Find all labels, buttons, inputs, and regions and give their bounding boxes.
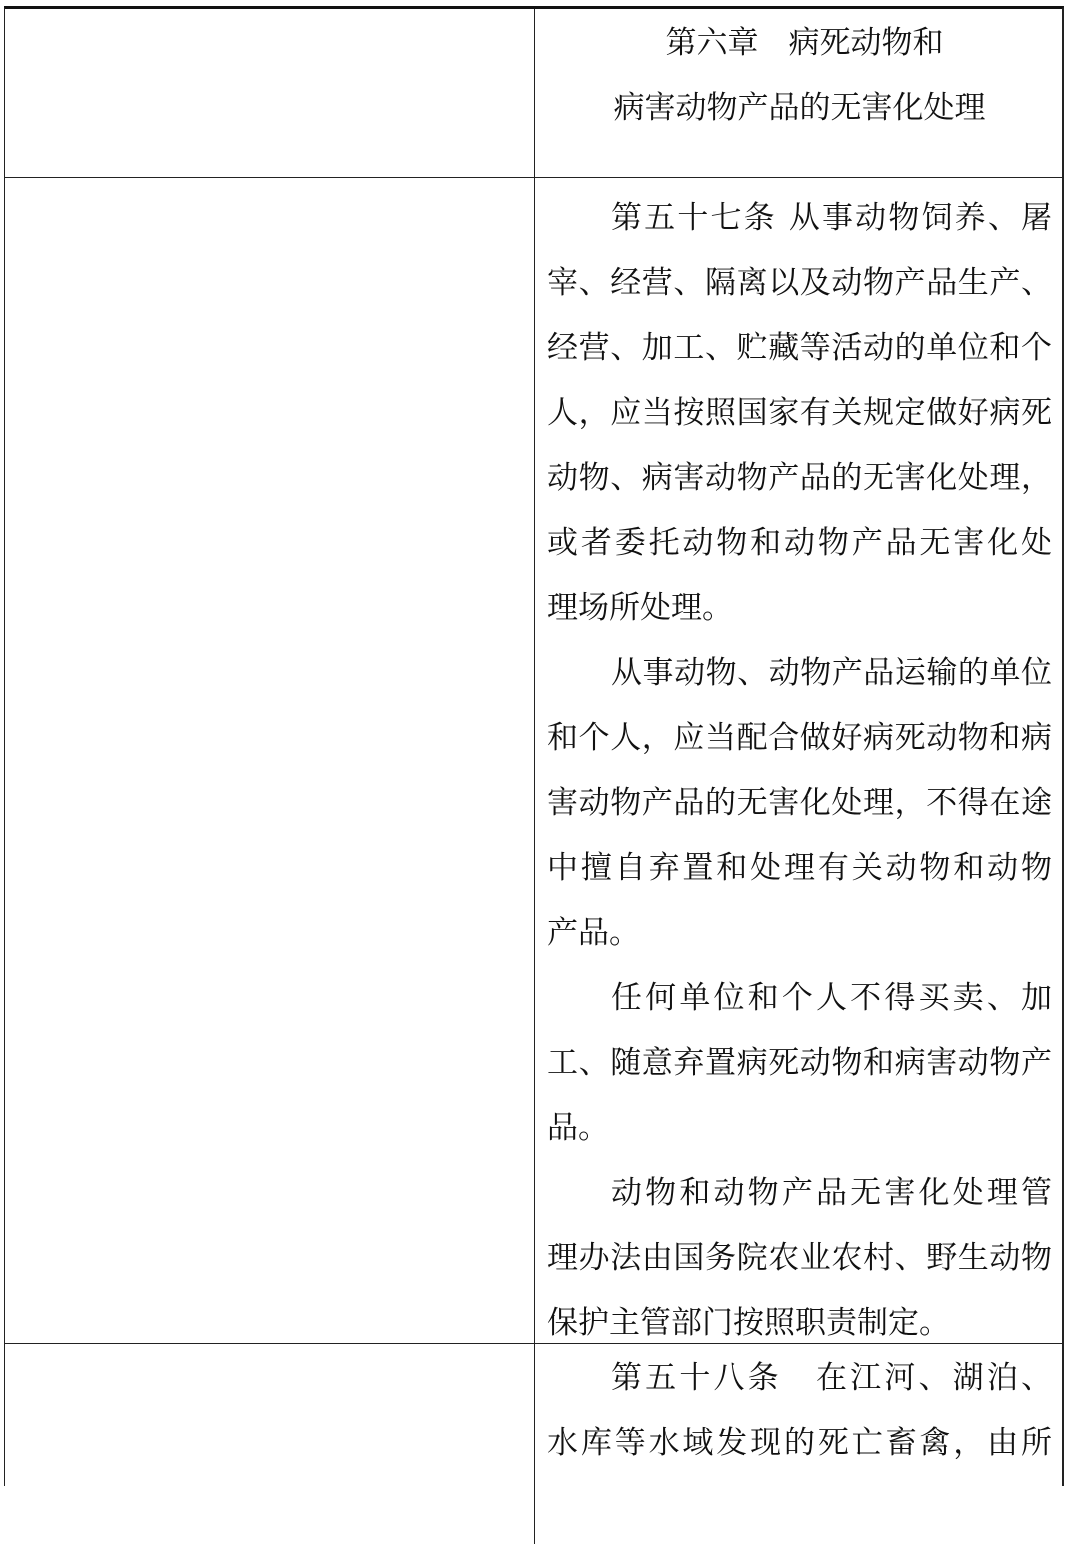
article-58-paragraph-1 [547,1346,1052,1476]
table-row-article-57 [5,178,1062,1344]
right-column-cell [535,9,1062,177]
text-line: 产品。 [547,915,640,951]
right-column-cell [535,178,1062,1343]
table-row-chapter [5,9,1062,178]
text-line: 品。 [547,1110,609,1146]
document-table [4,6,1064,1486]
table-row-article-58 [5,1344,1062,1544]
text-line: 理场所处理。 [547,590,733,626]
text-line: 或者委托动物和动物产品无害化处 [547,525,1052,561]
text-line: 工、随意弃置病死动物和病害动物产 [547,1045,1052,1081]
left-column-cell [5,178,535,1343]
text-line: 经营、加工、贮藏等活动的单位和个 [547,330,1052,366]
left-column-cell [5,1344,535,1544]
text-line: 动物、病害动物产品的无害化处理， [547,460,1052,496]
text-line: 第五十八条 在江河、湖泊、 [611,1360,1052,1396]
text-line: 保护主管部门按照职责制定。 [547,1305,950,1341]
article-57-paragraph-3 [547,966,1052,1161]
text-line: 动物和动物产品无害化处理管 [611,1175,1052,1211]
text-line: 第五十七条 从事动物饲养、屠 [611,200,1052,236]
article-57-paragraph-2 [547,641,1052,966]
article-57-paragraph-4 [547,1161,1052,1356]
text-line: 人，应当按照国家有关规定做好病死 [547,395,1052,431]
text-line: 理办法由国务院农业农村、野生动物 [547,1240,1052,1276]
text-line: 从事动物、动物产品运输的单位 [611,655,1052,691]
left-column-cell [5,9,535,177]
text-line: 和个人，应当配合做好病死动物和病 [547,720,1052,756]
text-line: 水库等水域发现的死亡畜禽，由所 [547,1425,1052,1461]
text-line: 任何单位和个人不得买卖、加 [611,980,1052,1016]
chapter-title-line-2: 病害动物产品的无害化处理 [613,90,986,126]
text-line: 宰、经营、隔离以及动物产品生产、 [547,265,1052,301]
text-line: 害动物产品的无害化处理，不得在途 [547,785,1052,821]
chapter-number: 第六章 [665,25,759,61]
chapter-title-line-1 [547,11,1052,76]
right-column-cell [535,1344,1062,1544]
chapter-title-part: 病死动物和 [788,25,944,61]
text-line: 中擅自弃置和处理有关动物和动物 [547,850,1052,886]
article-57-paragraph-1 [547,186,1052,641]
